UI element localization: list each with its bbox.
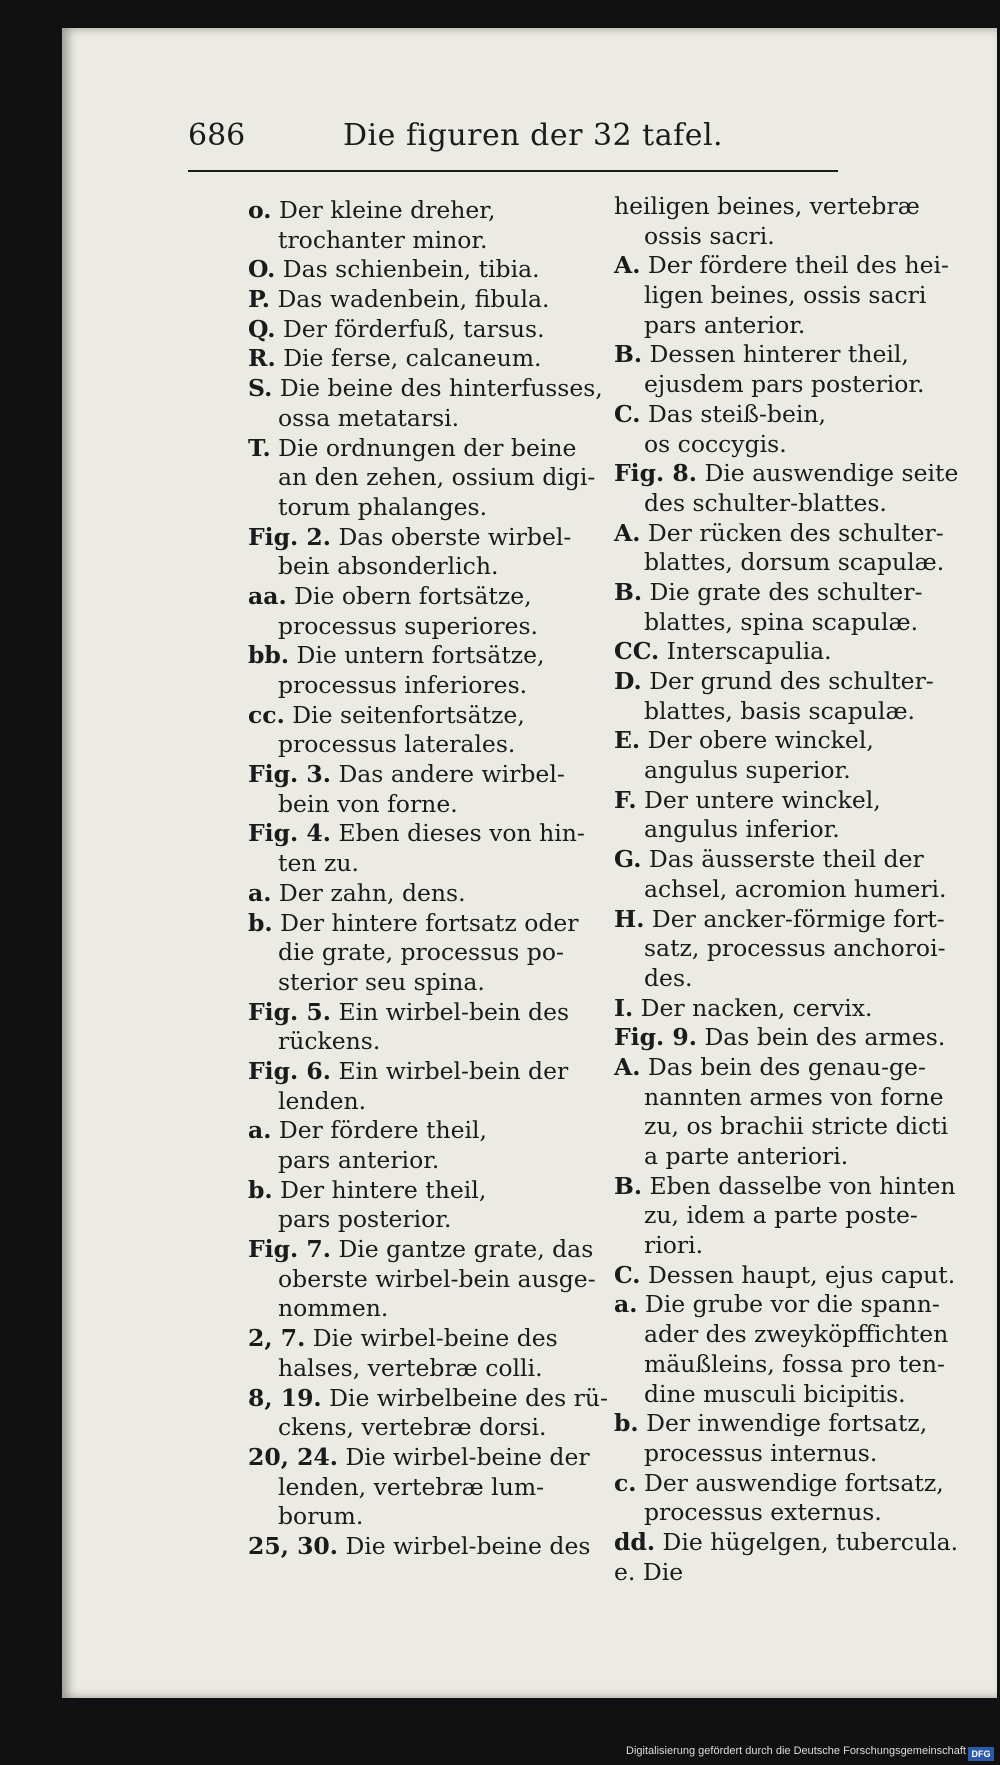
entry-text: blattes, spina scapulæ. — [644, 607, 919, 636]
entry-label: Fig. 2. — [248, 522, 331, 551]
entry-line — [248, 879, 590, 909]
entry-line — [248, 523, 590, 553]
entry-line — [614, 697, 954, 727]
entry-line — [248, 1235, 594, 1265]
entry-line — [614, 934, 954, 964]
entry-text: bein von forne. — [278, 789, 458, 818]
entry-label: 8, 19. — [248, 1383, 322, 1412]
entry-text: Das bein des genau-ge- — [647, 1052, 926, 1081]
entry-line — [248, 1264, 596, 1295]
page-header — [188, 118, 948, 180]
entry-text: zu, idem a parte poste- — [644, 1201, 918, 1230]
entry-line — [248, 612, 590, 642]
entry-text: pars anterior. — [278, 1146, 440, 1174]
entry-text: die grate, processus po- — [278, 938, 564, 967]
entry-line — [614, 370, 954, 400]
entry-line — [248, 1502, 590, 1532]
entry-line — [614, 964, 954, 994]
entry-text: pars posterior. — [278, 1205, 452, 1234]
entry-line — [614, 340, 954, 370]
entry-line — [614, 1261, 954, 1291]
page-number: 686 — [188, 118, 246, 153]
entry-label: B. — [614, 340, 643, 369]
entry-text: Eben dieses von hin- — [338, 819, 585, 848]
entry-line — [614, 1201, 954, 1231]
entry-text: blattes, basis scapulæ. — [644, 696, 916, 725]
entry-label: Fig. 9. — [614, 1023, 697, 1052]
entry-line — [614, 667, 954, 697]
entry-text: ader des zweyköpffichten — [644, 1320, 949, 1349]
entry-line — [614, 1320, 954, 1350]
entry-line — [614, 578, 954, 608]
entry-line — [614, 726, 954, 756]
entry-text: ejusdem pars posterior. — [644, 370, 925, 399]
entry-text: Die grube vor die spann- — [644, 1290, 940, 1319]
entry-text: sterior seu spina. — [278, 967, 485, 996]
header-rule — [188, 170, 838, 172]
entry-line — [614, 222, 954, 252]
entry-line — [614, 1527, 959, 1558]
entry-line — [248, 1532, 590, 1562]
entry-label: Q. — [248, 314, 276, 343]
entry-text: e. Die — [614, 1557, 684, 1586]
entry-label: R. — [248, 344, 276, 373]
entry-line — [614, 1380, 954, 1410]
entry-text: Ein wirbel-bein der — [338, 1056, 569, 1085]
entry-label: T. — [248, 433, 271, 462]
entry-line — [248, 255, 590, 285]
entry-line — [614, 251, 954, 281]
entry-line — [614, 1350, 954, 1380]
entry-label: A. — [614, 518, 641, 547]
footer — [0, 1745, 1000, 1765]
entry-text: des schulter-blattes. — [644, 488, 887, 517]
entry-line — [614, 815, 954, 845]
entry-label: a. — [248, 878, 272, 907]
entry-line — [248, 730, 590, 760]
entry-line — [614, 1498, 954, 1528]
entry-text: torum phalanges. — [278, 492, 488, 521]
entry-text: Das andere wirbel- — [338, 760, 565, 789]
entry-text: pars anterior. — [644, 310, 806, 339]
entry-line — [614, 905, 954, 935]
entry-label: b. — [248, 908, 273, 937]
entry-line — [248, 1294, 590, 1324]
entry-label: b. — [614, 1409, 639, 1438]
entry-line — [614, 1409, 954, 1439]
entry-text: Der zahn, dens. — [278, 878, 466, 907]
entry-text: oberste wirbel-bein ausge- — [278, 1264, 596, 1293]
entry-text: Der untere winckel, — [644, 785, 881, 814]
entry-label: P. — [248, 285, 270, 314]
entry-text: riori. — [644, 1231, 704, 1260]
entry-text: Das oberste wirbel- — [338, 522, 572, 551]
entry-text: Interscapulia. — [666, 637, 832, 666]
entry-line — [248, 819, 590, 849]
entry-label: B. — [614, 1171, 643, 1200]
entry-label: H. — [614, 904, 645, 933]
entry-text: Das wadenbein, fibula. — [277, 285, 550, 314]
entry-line — [614, 548, 954, 578]
entry-label: 20, 24. — [248, 1442, 338, 1471]
entry-line — [248, 1383, 608, 1414]
entry-line — [248, 1087, 590, 1117]
entry-line — [248, 374, 603, 404]
entry-text: Der ancker-förmige fort- — [651, 904, 945, 933]
entry-line — [248, 285, 590, 315]
entry-label: I. — [614, 993, 634, 1022]
entry-text: Die obern fortsätze, — [294, 581, 532, 610]
entry-text: Dessen haupt, ejus caput. — [647, 1260, 956, 1289]
entry-text: Der fördere theil, — [278, 1116, 487, 1145]
entry-line — [248, 938, 590, 968]
right-column — [614, 192, 959, 1587]
entry-line — [248, 1027, 590, 1057]
entry-label: O. — [248, 255, 276, 284]
entry-text: Der fördere theil des hei- — [647, 251, 949, 280]
entry-text: Die untern fortsätze, — [296, 641, 545, 670]
entry-label: Fig. 4. — [248, 819, 331, 848]
entry-text: Der auswendige fortsatz, — [643, 1468, 944, 1497]
entry-text: halses, vertebræ colli. — [278, 1353, 543, 1382]
entry-label: Fig. 8. — [614, 459, 697, 488]
entry-label: C. — [614, 399, 641, 428]
entry-text: dine musculi bicipitis. — [644, 1379, 906, 1408]
entry-line — [614, 1439, 954, 1469]
entry-text: Eben dasselbe von hinten — [649, 1171, 956, 1200]
entry-line — [614, 519, 954, 549]
entry-text: ossa metatarsi. — [278, 403, 460, 432]
entry-line — [248, 671, 590, 701]
entry-line — [248, 790, 590, 820]
entry-line — [614, 1023, 954, 1053]
entry-text: ckens, vertebræ dorsi. — [278, 1413, 547, 1442]
entry-text: nannten armes von forne — [644, 1082, 944, 1111]
entry-text: Die hügelgen, tubercula. — [662, 1527, 959, 1556]
entry-label: aa. — [248, 581, 287, 610]
entry-text: lenden, vertebræ lum- — [278, 1472, 545, 1501]
entry-text: Das äusserste theil der — [648, 845, 924, 874]
entry-line — [248, 463, 596, 493]
entry-text: processus laterales. — [278, 730, 516, 759]
entry-line — [248, 552, 590, 582]
entry-text: os coccygis. — [644, 429, 787, 458]
entry-text: angulus inferior. — [644, 815, 840, 844]
entry-label: C. — [614, 1260, 641, 1289]
entry-text: rückens. — [278, 1027, 381, 1056]
entry-line — [614, 1290, 954, 1320]
entry-text: Der hintere fortsatz oder — [280, 908, 579, 937]
entry-text: Die wirbel-beine des — [345, 1531, 591, 1560]
entry-text: Die wirbelbeine des rü- — [329, 1383, 608, 1412]
entry-text: Das schienbein, tibia. — [282, 255, 540, 284]
entry-text: nommen. — [278, 1294, 389, 1323]
entry-line — [248, 909, 590, 939]
entry-text: Der grund des schulter- — [649, 667, 934, 695]
entry-text: processus internus. — [644, 1438, 878, 1467]
entry-line — [614, 1231, 954, 1261]
entry-text: Der hintere theil, — [280, 1175, 487, 1204]
entry-line — [614, 1142, 954, 1172]
entry-text: Der rücken des schulter- — [647, 518, 944, 547]
entry-line — [614, 400, 954, 430]
entry-text: ligen beines, ossis sacri — [644, 281, 927, 310]
entry-line — [614, 281, 954, 311]
entry-label: S. — [248, 374, 273, 403]
entry-label: D. — [614, 667, 642, 695]
entry-line — [614, 845, 954, 875]
entry-text: des. — [644, 963, 693, 992]
entry-text: ten zu. — [278, 849, 359, 878]
entry-line — [248, 1205, 590, 1235]
entry-line — [248, 849, 590, 879]
entry-label: G. — [614, 845, 642, 874]
entry-label: A. — [614, 251, 641, 280]
entry-line — [248, 226, 590, 256]
entry-line — [248, 493, 590, 523]
entry-line — [248, 344, 590, 374]
entry-text: achsel, acromion humeri. — [644, 874, 947, 903]
entry-label: c. — [614, 1468, 637, 1497]
entry-line — [614, 756, 954, 786]
entry-line — [248, 1413, 590, 1443]
footer-credit: Digitalisierung gefördert durch die Deutsche Forschungsgemeinschaft — [626, 1745, 966, 1757]
entry-text: Der obere winckel, — [647, 726, 874, 755]
entry-line — [248, 196, 590, 226]
entry-line — [248, 701, 590, 731]
entry-label: CC. — [614, 637, 660, 666]
entry-line — [248, 582, 590, 612]
entry-text: processus superiores. — [278, 611, 538, 640]
entry-text: lenden. — [278, 1086, 367, 1115]
entry-label: a. — [248, 1116, 272, 1145]
entry-line — [248, 1473, 590, 1503]
entry-text: Dessen hinterer theil, — [649, 340, 909, 369]
entry-line — [248, 1116, 590, 1146]
entry-label: Fig. 3. — [248, 760, 331, 789]
entry-label: a. — [614, 1290, 638, 1319]
entry-line — [248, 1176, 590, 1206]
entry-line — [614, 430, 954, 460]
entry-label: E. — [614, 726, 641, 755]
entry-line — [248, 434, 590, 464]
entry-line — [248, 998, 590, 1028]
entry-label: A. — [614, 1052, 641, 1081]
entry-text: an den zehen, ossium digi- — [278, 463, 596, 492]
entry-line — [248, 315, 590, 345]
entry-text: Der inwendige fortsatz, — [646, 1409, 928, 1438]
entry-text: a parte anteriori. — [644, 1142, 849, 1170]
entry-label: Fig. 7. — [248, 1235, 331, 1264]
entry-line — [614, 459, 959, 489]
entry-line — [614, 489, 954, 519]
entry-line — [614, 875, 954, 905]
entry-text: Die ferse, calcaneum. — [283, 344, 542, 373]
entry-line — [248, 1324, 590, 1354]
entry-text: Der kleine dreher, — [278, 196, 496, 224]
entry-label: 25, 30. — [248, 1531, 338, 1560]
entry-line — [248, 760, 590, 790]
entry-text: mäußleins, fossa pro ten- — [644, 1349, 945, 1378]
entry-line — [614, 311, 954, 341]
entry-line — [614, 1053, 954, 1083]
entry-line — [614, 1172, 954, 1202]
entry-line — [614, 192, 954, 222]
entry-line — [248, 1057, 590, 1087]
entry-text: Die ordnungen der beine — [278, 433, 577, 462]
entry-line — [614, 1469, 954, 1499]
entry-text: Das bein des armes. — [704, 1023, 946, 1052]
entry-text: Das steiß-bein, — [647, 399, 826, 428]
entry-line — [614, 1558, 954, 1588]
entry-line — [248, 1146, 590, 1176]
left-column — [248, 196, 608, 1562]
entry-text: Der förderfuß, tarsus. — [282, 314, 545, 343]
entry-line — [614, 1083, 954, 1113]
entry-label: F. — [614, 785, 637, 814]
entry-text: angulus superior. — [644, 756, 851, 785]
entry-text: heiligen beines, vertebræ — [614, 192, 920, 220]
entry-label: Fig. 6. — [248, 1056, 331, 1085]
entry-text: Die beine des hinterfusses, — [279, 374, 603, 403]
entry-text: Die auswendige seite — [704, 459, 959, 488]
entry-text: bein absonderlich. — [278, 552, 499, 581]
entry-text: Die gantze grate, das — [338, 1235, 594, 1264]
entry-text: Die wirbel-beine des — [312, 1324, 558, 1353]
entry-label: Fig. 5. — [248, 997, 331, 1026]
entry-text: Ein wirbel-bein des — [338, 997, 570, 1026]
entry-text: Die grate des schulter- — [649, 577, 923, 606]
entry-label: o. — [248, 196, 272, 224]
entry-text: processus externus. — [644, 1498, 882, 1527]
dfg-logo: DFG — [968, 1747, 994, 1761]
entry-text: Die seitenfortsätze, — [292, 700, 525, 729]
entry-line — [614, 994, 954, 1024]
entry-line — [248, 1354, 590, 1384]
entry-text: trochanter minor. — [278, 225, 488, 254]
entry-label: cc. — [248, 700, 285, 729]
entry-line — [248, 641, 590, 671]
entry-line — [614, 608, 954, 638]
entry-line — [614, 1112, 954, 1142]
entry-text: blattes, dorsum scapulæ. — [644, 548, 945, 577]
entry-text: Der nacken, cervix. — [640, 993, 873, 1022]
entry-label: b. — [248, 1175, 273, 1204]
entry-text: Die wirbel-beine der — [345, 1442, 590, 1471]
entry-line — [248, 968, 590, 998]
entry-line — [614, 637, 954, 667]
entry-text: ossis sacri. — [644, 221, 775, 250]
running-title: Die figuren der 32 tafel. — [343, 118, 724, 153]
entry-line — [614, 786, 954, 816]
entry-text: satz, processus anchoroi- — [644, 934, 946, 963]
entry-label: 2, 7. — [248, 1324, 306, 1353]
entry-label: dd. — [614, 1527, 656, 1556]
entry-line — [248, 404, 590, 434]
entry-text: processus inferiores. — [278, 671, 528, 699]
entry-label: bb. — [248, 641, 290, 670]
entry-label: B. — [614, 577, 643, 606]
entry-text: borum. — [278, 1502, 364, 1531]
entry-text: zu, os brachii stricte dicti — [644, 1112, 949, 1141]
entry-line — [248, 1443, 590, 1473]
